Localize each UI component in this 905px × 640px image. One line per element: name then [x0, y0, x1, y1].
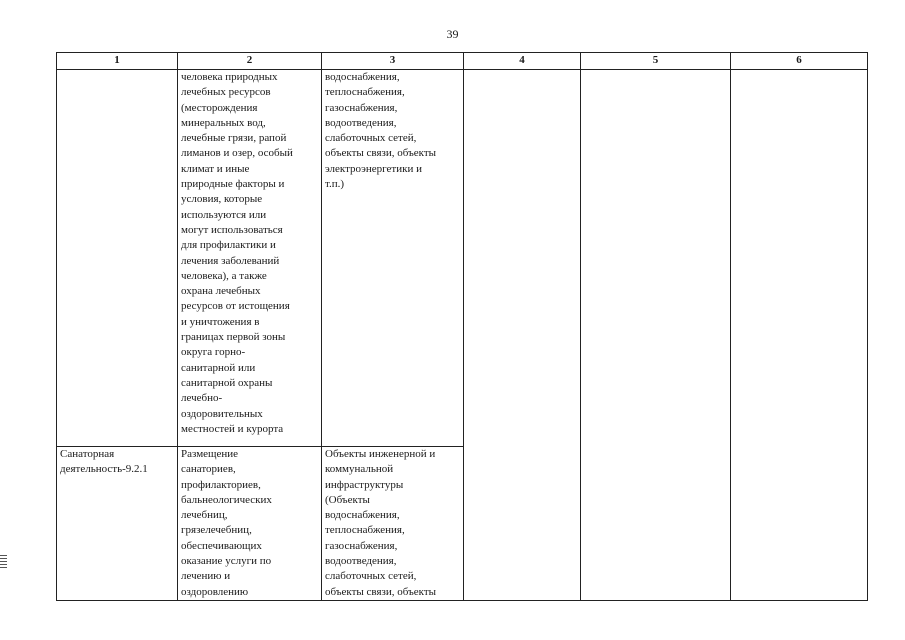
- table-cell: [322, 70, 464, 447]
- table-cell: [178, 447, 322, 601]
- table-row: [57, 70, 868, 447]
- column-header-1: 1: [57, 53, 178, 70]
- scan-mark: [0, 564, 7, 565]
- table-cell: [57, 70, 178, 447]
- scan-mark: [0, 555, 7, 556]
- cell-text: человека природных лечебных ресурсов (месторождения минеральных вод, лечебные грязи, рапой лиманов и озер, особый климат и иные природные факторы и условия, которые используются или могут использоваться для профилактики и лечения заболеваний человека), а также охрана лечебных ресурсов от истощения и уничтожения в границах первой зоны округа горно- санитарной или санитарной охраны лечебно- оздоровительных местностей и курорта: [181, 71, 293, 435]
- column-header-3: 3: [322, 53, 464, 70]
- table-cell-empty: [464, 70, 581, 601]
- table-cell: [322, 447, 464, 601]
- column-header-4: 4: [464, 53, 581, 70]
- column-header-2: 2: [178, 53, 322, 70]
- table-cell: [178, 70, 322, 447]
- cell-text: водоснабжения, теплоснабжения, газоснабжения, водоотведения, слаботочных сетей, объекты связи, объекты электроэнергетики и т.п.): [325, 71, 437, 191]
- scan-mark: [0, 558, 7, 559]
- table-cell-empty: [581, 70, 731, 601]
- page-number: 39: [446, 27, 459, 41]
- table-cell-empty: [731, 70, 868, 601]
- scan-mark: [0, 561, 7, 562]
- column-header-6: 6: [731, 53, 868, 70]
- table-cell: [57, 447, 178, 601]
- cell-text: Санаторная деятельность-9.2.1: [60, 448, 148, 476]
- cell-text: Объекты инженерной и коммунальной инфраструктуры (Объекты водоснабжения, теплоснабжения, газоснабжения, водоотведения, слаботочных сетей, объекты связи, объекты: [325, 448, 437, 598]
- scan-mark: [0, 567, 7, 568]
- scan-edge-marks: [0, 555, 7, 570]
- column-header-5: 5: [581, 53, 731, 70]
- table-header-row: [57, 53, 868, 70]
- data-table: [56, 52, 868, 601]
- cell-text: Размещение санаториев, профилакториев, бальнеологических лечебниц, грязелечебниц, обеспечивающих оказание услуги по лечению и оздоровлению: [181, 448, 272, 598]
